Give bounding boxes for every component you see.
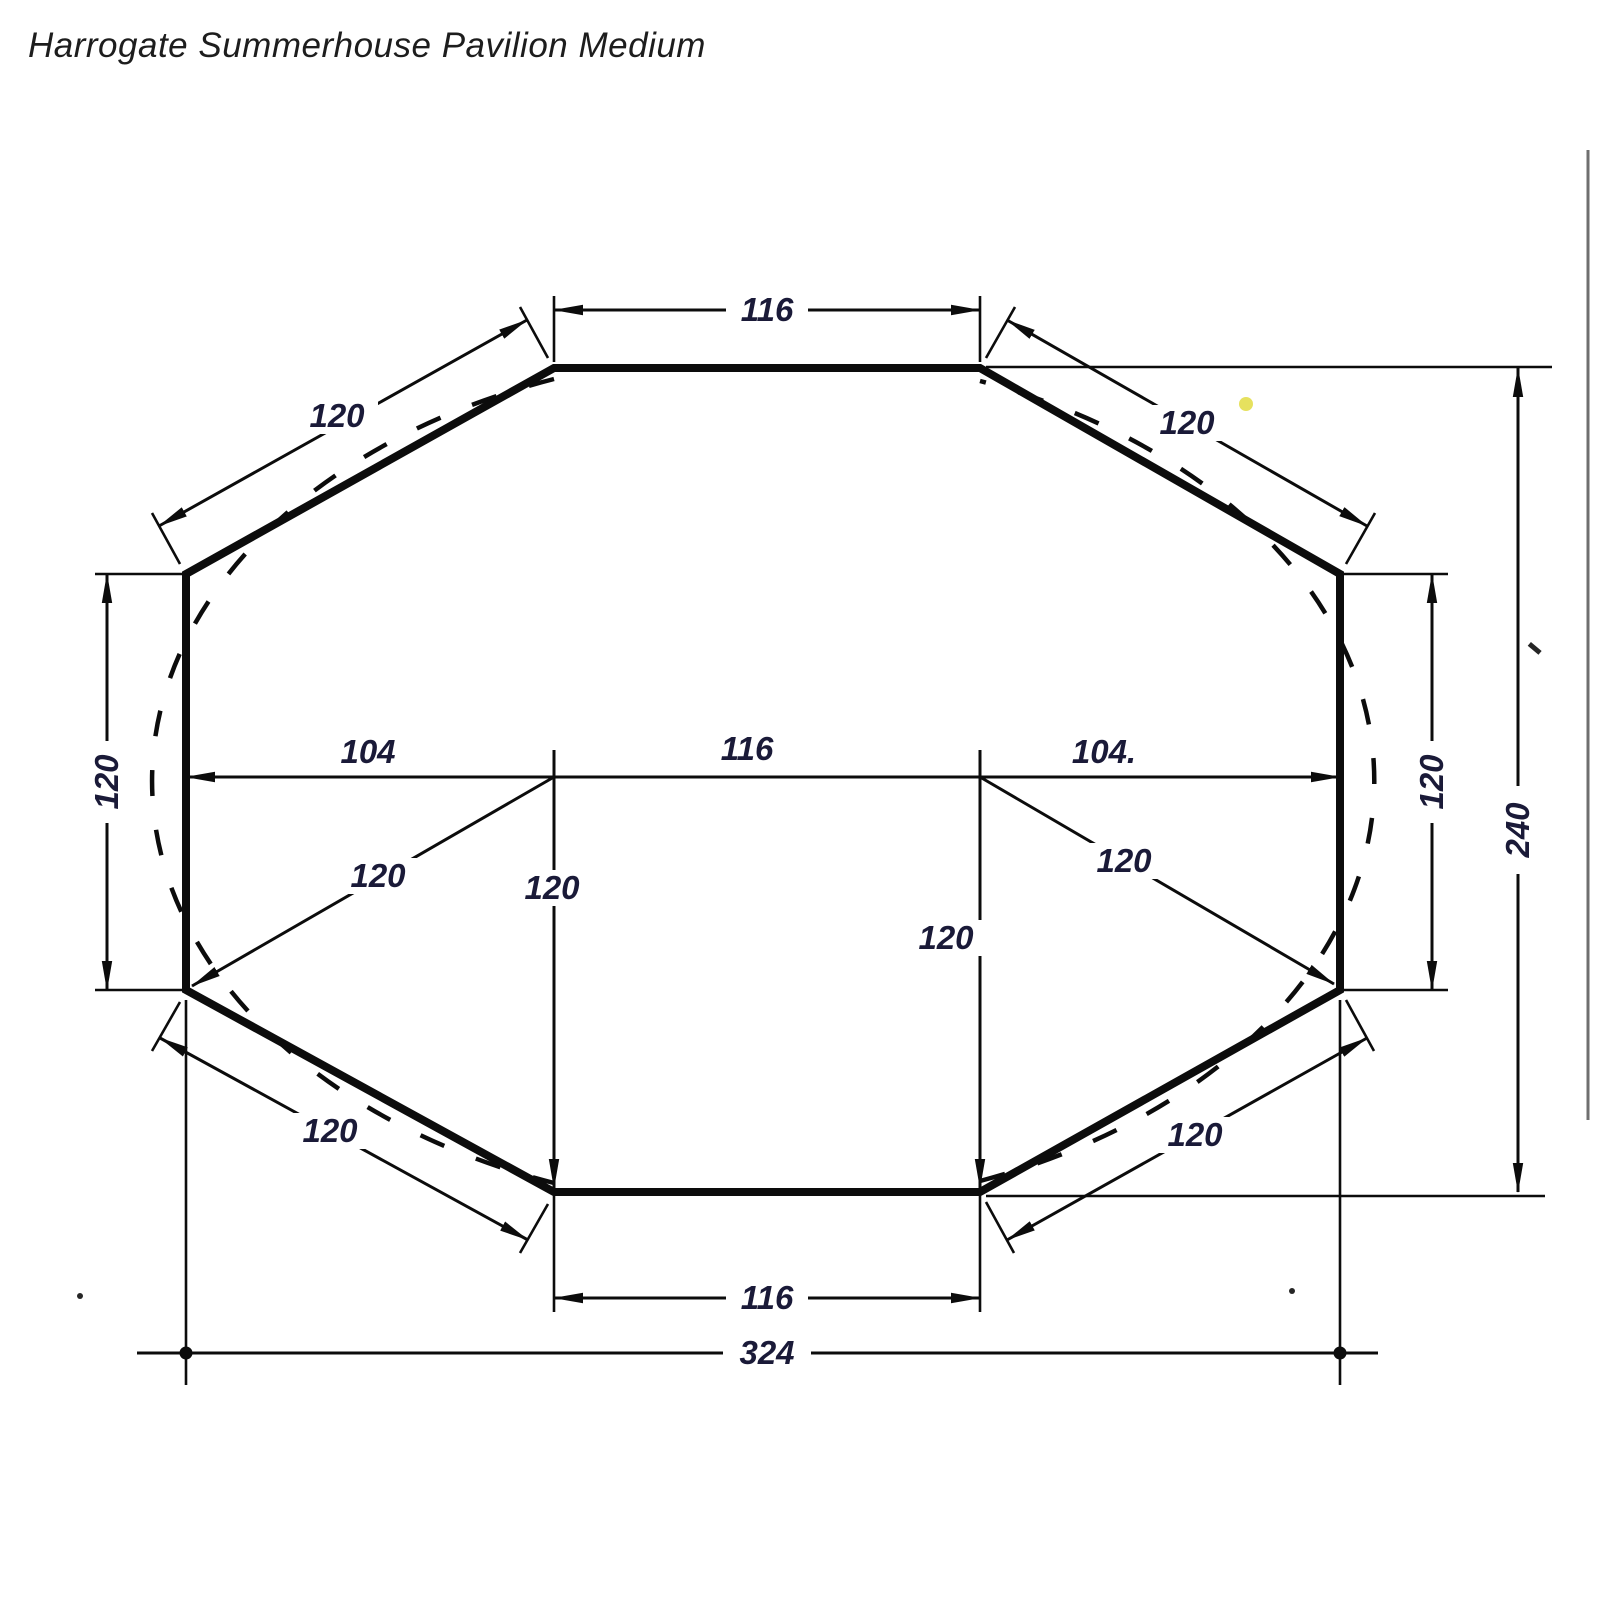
dim-label-overall-depth-group	[1499, 786, 1536, 874]
dimension-labels	[88, 291, 1536, 1371]
dim-label-bottom-width-group	[726, 1279, 808, 1316]
dim-label-interior-vertical-right-group	[905, 919, 987, 956]
dim-label-interior-vertical-right: 120	[918, 919, 974, 956]
dim-label-interior-diagonal-left: 120	[350, 857, 406, 894]
dim-label-top-right-diagonal: 120	[1159, 404, 1215, 441]
extension-lines	[95, 296, 1552, 1385]
dimension-lines	[107, 310, 1518, 1360]
dim-label-bottom-width: 116	[740, 1279, 794, 1316]
roof-overhang-dashed-arc	[152, 379, 1374, 1183]
pavilion-wall-outline	[186, 368, 1340, 1192]
dim-label-top-right-diagonal-group	[1146, 404, 1228, 441]
dim-label-top-left-diagonal-group	[296, 397, 378, 434]
dim-label-right-side-group	[1413, 741, 1450, 823]
dim-line-interior-diagonal-right	[980, 777, 1334, 984]
dim-label-interior-vertical-left-group	[511, 869, 593, 906]
dim-label-overall-width: 324	[739, 1334, 795, 1371]
dim-label-bottom-right-diagonal-group	[1154, 1116, 1236, 1153]
dim-label-interior-diagonal-right: 120	[1096, 842, 1152, 879]
dim-label-interior-vertical-left: 120	[524, 869, 580, 906]
drawing-title: Harrogate Summerhouse Pavilion Medium	[28, 26, 706, 65]
dim-label-top-left-diagonal: 120	[309, 397, 365, 434]
dim-label-mid-center-width: 116	[720, 730, 774, 767]
dim-label-interior-diagonal-right-group	[1083, 842, 1165, 879]
dim-label-overall-width-group	[723, 1334, 811, 1371]
dim-label-overall-depth: 240	[1499, 802, 1536, 858]
dim-label-mid-left-offset: 104	[340, 733, 396, 770]
dim-label-left-side: 120	[88, 754, 125, 810]
dim-label-left-side-group	[88, 741, 125, 823]
dim-label-interior-diagonal-left-group	[337, 857, 419, 894]
dim-label-bottom-right-diagonal: 120	[1167, 1116, 1223, 1153]
dim-label-top-width: 116	[740, 291, 794, 328]
dim-label-bottom-left-diagonal: 120	[302, 1112, 358, 1149]
dim-label-mid-right-offset: 104.	[1071, 733, 1137, 770]
dim-label-top-width-group	[726, 291, 808, 328]
dim-label-right-side: 120	[1413, 754, 1450, 810]
dim-label-bottom-left-diagonal-group	[289, 1112, 371, 1149]
